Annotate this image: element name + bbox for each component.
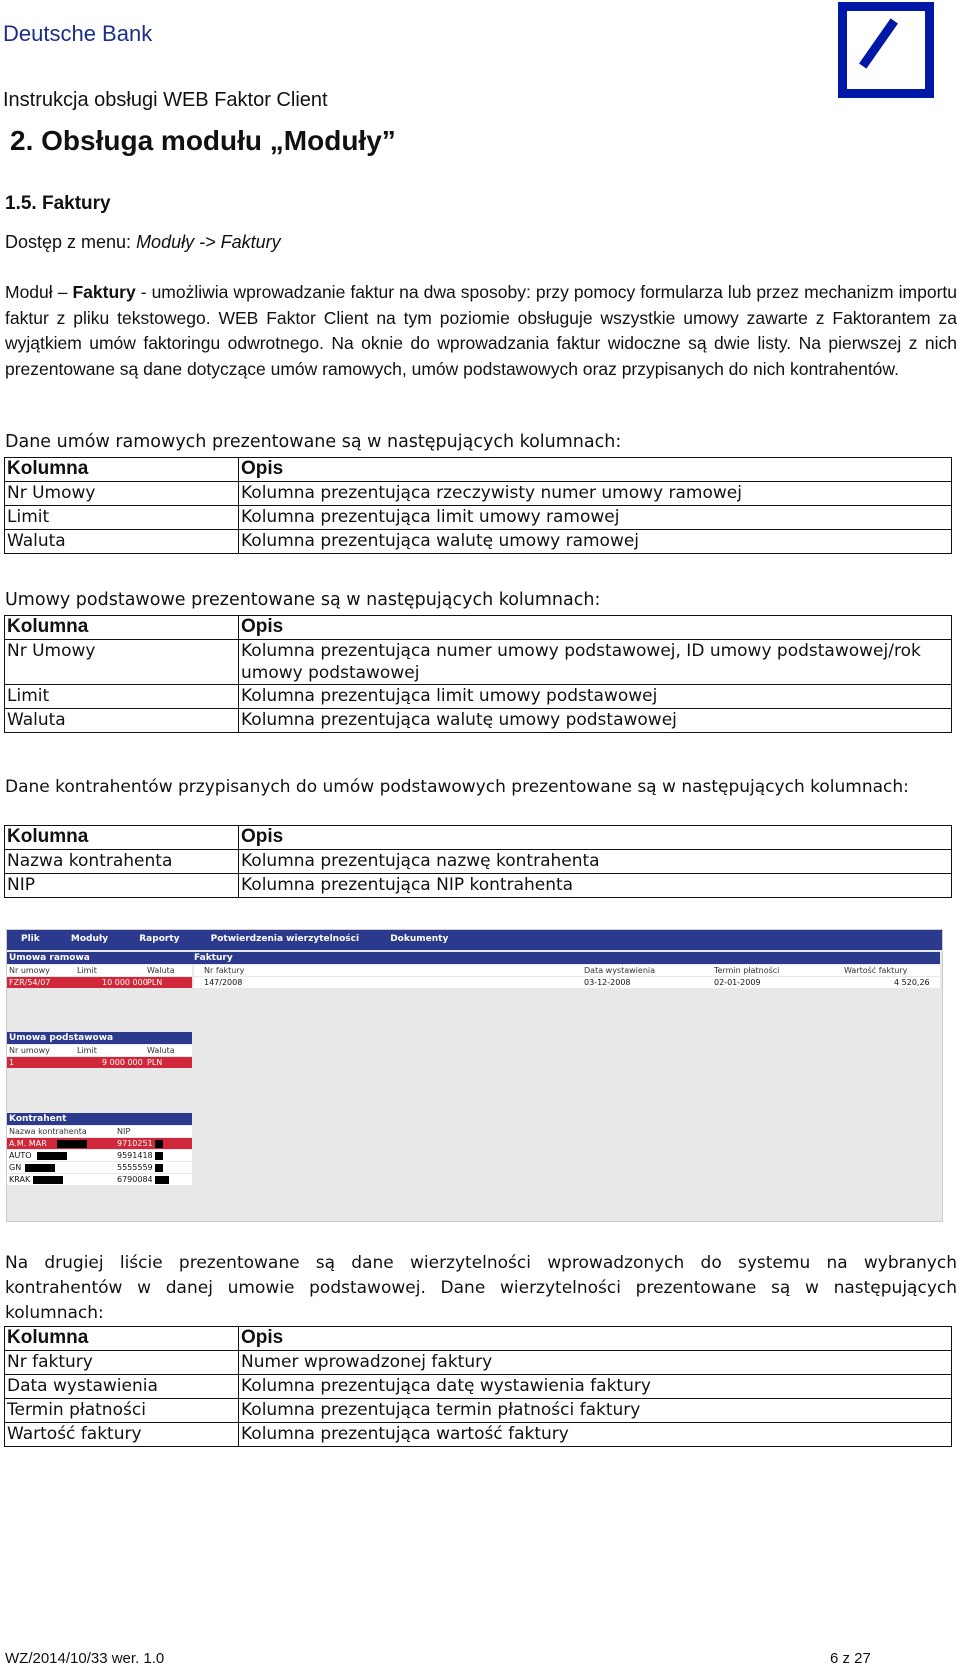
menu-item[interactable]: Potwierdzenia wierzytelności <box>210 934 360 944</box>
table-row: Termin płatności Kolumna prezentująca termin płatności faktury <box>5 1399 952 1423</box>
chapter-title: 2. Obsługa modułu „Moduły” <box>10 125 396 156</box>
redaction-block <box>155 1176 169 1184</box>
podstawowe-caption: Umowy podstawowe prezentowane są w następujących kolumnach: <box>5 590 601 610</box>
intro-lead: Moduł – <box>5 282 73 302</box>
table-row: Nazwa kontrahenta Kolumna prezentująca nazwę kontrahenta <box>5 850 952 874</box>
faktury-header: Faktury <box>192 952 940 964</box>
menu-item[interactable]: Raporty <box>139 934 180 944</box>
table-row[interactable]: AUTO 9591418 <box>7 1150 192 1161</box>
faktury-table <box>4 1326 952 1447</box>
redaction-block <box>25 1164 55 1172</box>
faktury-caption: Na drugiej liście prezentowane są dane wierzytelności wprowadzonych do systemu na wybranych kontrahentów w danej umowie podstawowej. Dane wierzytelności prezentowane są w następujących kolumnach: <box>5 1253 957 1323</box>
redaction-block <box>155 1164 163 1172</box>
col-header: Kolumna <box>5 616 239 640</box>
table-row: Nr Umowy Kolumna prezentująca rzeczywisty numer umowy ramowej <box>5 482 952 506</box>
table-row: Limit Kolumna prezentująca limit umowy podstawowej <box>5 685 952 709</box>
ramowe-caption: Dane umów ramowych prezentowane są w następujących kolumnach: <box>5 432 622 452</box>
access-path: Moduły -> Faktury <box>136 232 281 252</box>
umowa-podstawowa-cols: Nr umowy Limit Waluta <box>7 1045 192 1056</box>
col-header: Kolumna <box>5 1327 239 1351</box>
table-row: Nr Umowy Kolumna prezentująca numer umowy podstawowej, ID umowy podstawowej/rok umowy podstawowej <box>5 640 952 685</box>
footer-page-number: 6 z 27 <box>830 1650 871 1667</box>
menu-item[interactable]: Plik <box>21 934 40 944</box>
col-header: Opis <box>239 1327 952 1351</box>
menu-access-line <box>5 232 281 253</box>
kontrahenci-table <box>4 825 952 898</box>
app-screenshot <box>6 929 943 1222</box>
access-prefix: Dostęp z menu: <box>5 232 137 252</box>
table-row: Waluta Kolumna prezentująca walutę umowy ramowej <box>5 530 952 554</box>
kontrahenci-caption: Dane kontrahentów przypisanych do umów podstawowych prezentowane są w następujących kolumnach: <box>5 777 909 797</box>
col-header: Kolumna <box>5 458 239 482</box>
table-row: NIP Kolumna prezentująca NIP kontrahenta <box>5 874 952 898</box>
kontrahent-header: Kontrahent <box>7 1113 192 1125</box>
podstawowe-table <box>4 615 952 733</box>
menu-item[interactable]: Moduły <box>70 934 109 944</box>
table-row[interactable]: GN 5555559 <box>7 1162 192 1173</box>
kontrahent-cols: Nazwa kontrahenta NIP <box>7 1126 192 1137</box>
redaction-block <box>155 1140 163 1148</box>
brand-name: Deutsche Bank <box>3 21 153 46</box>
table-row: Data wystawienia Kolumna prezentująca datę wystawienia faktury <box>5 1375 952 1399</box>
section-title: 1.5. Faktury <box>5 193 111 214</box>
col-header: Kolumna <box>5 826 239 850</box>
intro-rest: - umożliwia wprowadzanie faktur na dwa sposoby: przy pomocy formularza lub przez mechanizm importu faktur z pliku tekstowego. WEB Faktor Client na tym poziomie obsługuje wszystkie umowy zawarte z Faktorantem za wyjątkiem umów faktoringu odwrotnego. Na oknie do wprowadzania faktur widoczne są dwie listy. Na pierwszej z nich prezentowane są dane dotyczące umów ramowych, umów podstawowych oraz przypisanych do nich kontrahentów. <box>5 282 957 379</box>
col-header: Opis <box>239 458 952 482</box>
intro-paragraph <box>5 280 957 382</box>
umowa-podstawowa-header: Umowa podstawowa <box>7 1032 192 1044</box>
table-row[interactable]: FZR/54/07 10 000 000 PLN <box>7 977 192 988</box>
table-row: Nr faktury Numer wprowadzonej faktury <box>5 1351 952 1375</box>
table-row[interactable]: A.M. MAR 9710251 <box>7 1138 192 1149</box>
faktury-cols: Nr faktury Data wystawienia Termin płatności Wartość faktury <box>194 965 940 976</box>
table-row[interactable]: KRAK 6790084 <box>7 1174 192 1185</box>
menu-item[interactable]: Dokumenty <box>390 934 449 944</box>
umowa-ramowa-cols: Nr umowy Limit Waluta <box>7 965 192 976</box>
table-row: Wartość faktury Kolumna prezentująca wartość faktury <box>5 1423 952 1447</box>
col-header: Opis <box>239 616 952 640</box>
redaction-block <box>33 1176 63 1184</box>
table-row[interactable]: 1 9 000 000 PLN <box>7 1057 192 1068</box>
footer-doc-id: WZ/2014/10/33 wer. 1.0 <box>5 1650 165 1667</box>
table-row[interactable]: 147/2008 03-12-2008 02-01-2009 4 520,26 <box>194 977 940 988</box>
redaction-block <box>37 1152 67 1160</box>
col-header: Opis <box>239 826 952 850</box>
table-row: Limit Kolumna prezentująca limit umowy ramowej <box>5 506 952 530</box>
umowa-ramowa-header: Umowa ramowa <box>7 952 192 964</box>
app-menubar <box>7 930 942 950</box>
deutsche-bank-logo <box>838 2 934 98</box>
intro-bold: Faktury <box>72 282 136 302</box>
redaction-block <box>155 1152 163 1160</box>
redaction-block <box>57 1140 87 1148</box>
ramowe-table <box>4 457 952 554</box>
document-title: Instrukcja obsługi WEB Faktor Client <box>3 89 328 111</box>
table-row: Waluta Kolumna prezentująca walutę umowy podstawowej <box>5 709 952 733</box>
